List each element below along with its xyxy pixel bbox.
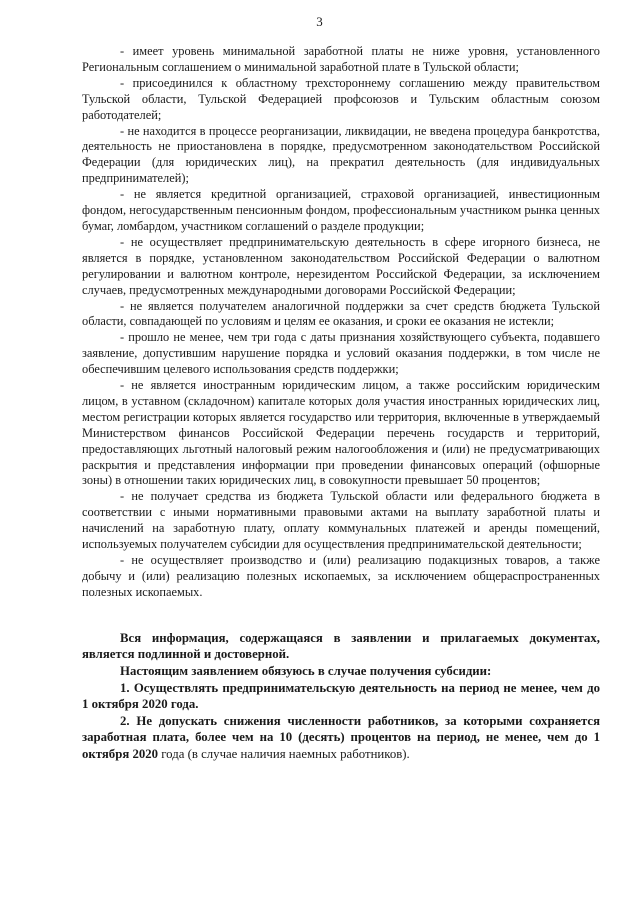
obligation-2 <box>82 713 600 763</box>
list-item: - прошло не менее, чем три года с даты признания хозяйствующего субъекта, подавшего заявление, допустившим нарушение порядка и условий оказания поддержки, в том числе не обеспечившим целевого использования средств поддержки; <box>82 330 600 377</box>
obligation-2-note: года (в случае наличия наемных работников). <box>158 746 410 761</box>
page-number: 3 <box>316 14 323 29</box>
list-item: - не является получателем аналогичной поддержки за счет средств бюджета Тульской области, совпадающей по условиям и целям ее оказания, и сроки ее оказания не истекли; <box>82 298 600 329</box>
list-item: - не находится в процессе реорганизации, ликвидации, не введена процедура банкротства, деятельность не приостановлена в порядке, предусмотренном законодательством Российской Федерации (для юридических лиц), на прекратил деятельность (для индивидуальных предпринимателей); <box>82 123 600 186</box>
list-item: - не осуществляет производство и (или) реализацию подакцизных товаров, а также добычу и (или) реализацию полезных ископаемых, за исключением общераспространенных полезных ископаемых. <box>82 553 600 599</box>
authenticity-statement: Вся информация, содержащаяся в заявлении и прилагаемых документах, является подлинной и достоверной. <box>82 630 600 662</box>
list-item: - не получает средства из бюджета Тульской области или федерального бюджета в соответствии с иными нормативными правовыми актами на выплату заработной платы и начислений на заработную плату, оплату коммунальных платежей и аренды помещений, используемых получателем субсидии для осуществления предпринимательской деятельности; <box>82 489 600 552</box>
obligation-2-bold: 2. Не допускать снижения численности работников, за которыми сохраняется заработная плата, более чем на 10 (десять) процентов на период, не менее, чем до 1 октября 2020 <box>82 713 600 761</box>
list-item: - присоединился к областному трехстороннему соглашению между правительством Тульской области, Тульской Федерацией профсоюзов и Тульским областным союзом работодателей; <box>82 75 600 122</box>
obligation-intro: Настоящим заявлением обязуюсь в случае получения субсидии: <box>120 663 492 678</box>
section-gap <box>82 601 600 630</box>
obligation-1: 1. Осуществлять предпринимательскую деятельность на период не менее, чем до 1 октября 2020 года. <box>82 680 600 712</box>
list-item: - не является иностранным юридическим лицом, а также российским юридическим лицом, в уставном (складочном) капитале которых доля участия иностранных юридических лиц, местом регистрации которых является государство или территория, включенные в утверждаемый Министерством финансов Российской Федерации перечень государств и территорий, предоставляющих льготный налоговый режим налогообложения и (или) не предусматривающих раскрытия и представления информации при проведении финансовых операций (офшорные зоны) в отношении таких юридических лиц, в совокупности превышает 50 процентов; <box>82 378 600 488</box>
list-item: - не является кредитной организацией, страховой организацией, инвестиционным фондом, негосударственным пенсионным фондом, профессиональным участником рынка ценных бумаг, ломбардом, участником соглашений о разделе продукции; <box>82 187 600 233</box>
list-item: - не осуществляет предпринимательскую деятельность в сфере игорного бизнеса, не является в порядке, установленном законодательством Российской Федерации о валютном регулировании и валютном контроле, нерезидентом Российской Федерации, за исключением случаев, предусмотренных международными договорами Российской Федерации; <box>82 234 600 297</box>
requirements-list <box>82 44 600 601</box>
declaration-block <box>82 630 600 763</box>
document-body <box>82 44 600 762</box>
list-item: - имеет уровень минимальной заработной платы не ниже уровня, установленного Региональным соглашением о минимальной заработной плате в Тульской области; <box>82 44 600 74</box>
